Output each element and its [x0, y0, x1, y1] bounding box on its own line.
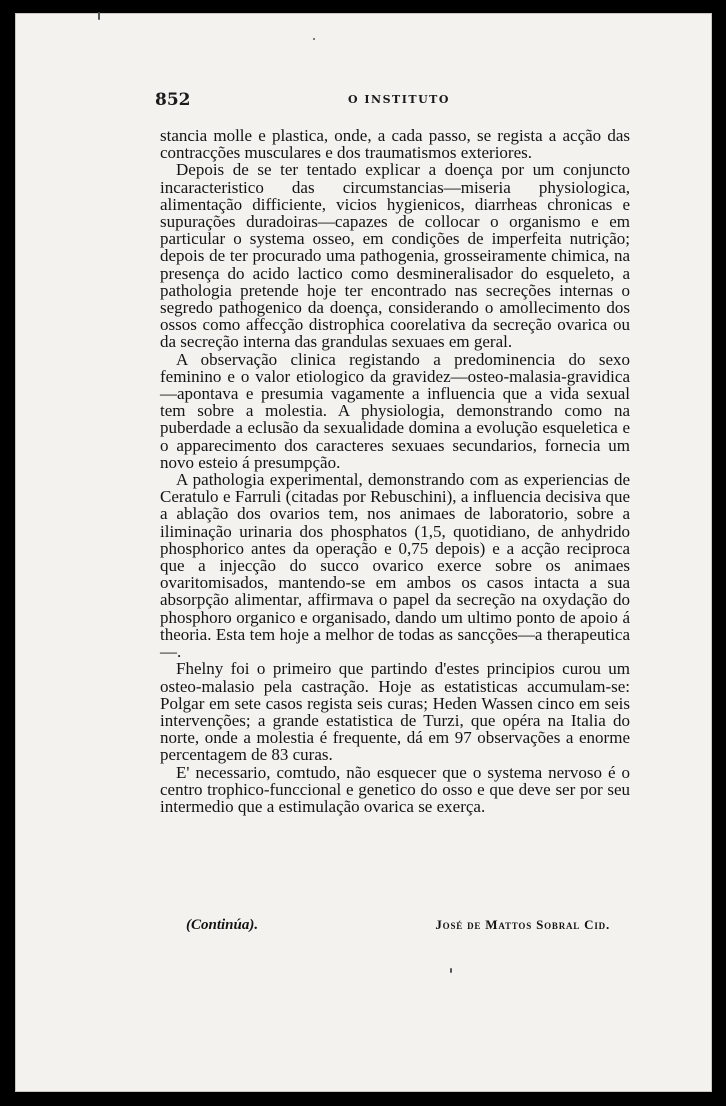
scan-speck — [313, 38, 315, 40]
scan-speck — [98, 12, 100, 20]
paragraph-1: stancia molle e plastica, onde, a cada passo, se regista a acção das contracções musculares e dos traumatismos exteriores. — [160, 126, 630, 163]
paragraph-5: Fhelny foi o primeiro que partindo d'estes principios curou um osteo-malasio pela castração. Hoje as estatisticas accumulam-se: Polgar em sete casos regista seis curas; Heden Wassen cinco em seis intervenções; a grande estatistica de Turzi, que opéra na Italia do norte, onde a molestia é frequente, dá em 97 observações a enorme percentagem de 83 curas. — [160, 659, 630, 765]
article-body — [160, 127, 630, 815]
running-title: O INSTITUTO — [348, 93, 450, 106]
paragraph-2: Depois de se ter tentado explicar a doença por um conjuncto incaracteristico das circumstancias—miseria physiologica, alimentação difficiente, vicios hygienicos, diarrheas chronicas e supurações duradoiras—capazes de collocar o organismo e em particular o systema osseo, em condições de imperfeita nutrição; depois de ter procurado uma pathogenia, grosseiramente chimica, na presença do acido lactico como desmineralisador do esqueleto, a pathologia pretende hoje ter encontrado nas secreções internas o segredo pathogenico da doença, considerando o amollecimento dos ossos como affecção distrophica coorelativa da secreção ovarica ou da secreção interna das grandulas sexuaes em geral. — [160, 160, 630, 352]
page-number: 852 — [155, 90, 191, 110]
paragraph-3: A observação clinica registando a predominencia do sexo feminino e o valor etiologico da gravidez—osteo-malasia-gravidica—apontava e presumia vagamente a influencia que a vida sexual tem sobre a molestia. A physiologia, demonstrando como na puberdade a eclusão da sexualidade domina a evolução esqueletica e o apparecimento dos caracteres sexuaes secundarios, fornecia um novo esteio á presumpção. — [160, 349, 630, 472]
paragraph-4: A pathologia experimental, demonstrando com as experiencias de Ceratulo e Farruli (citadas por Rebuschini), a influencia decisiva que a ablação dos ovarios tem, nos animaes de laboratorio, sobre a iliminação urinaria dos phosphatos (1,5, quotidiano, de anhydrido phosphorico antes da operação e 0,75 depois) e a acção reciproca que a injecção do succo ovarico exerce sobre os animaes ovaritomisados, mantendo-se em ambos os casos intacta a sua absorpção alimentar, affirmava o papel da secreção na oxydação do phosphoro organico e organisado, dando um ultimo ponto de apoio á theoria. Esta tem hoje a melhor de todas as sancções—a therapeutica—. — [160, 470, 630, 662]
continuation-note: (Continúa). — [186, 917, 259, 933]
scan-speck — [450, 968, 452, 973]
page-header — [155, 90, 630, 112]
paragraph-6: E' necessario, comtudo, não esquecer que o systema nervoso é o centro trophico-funccional e genetico do osso e que deve ser por seu intermedio que a estimulação ovarica se exerça. — [160, 762, 630, 816]
article-footer — [160, 915, 630, 935]
author-signature: José de Mattos Sobral Cid. — [435, 917, 610, 932]
